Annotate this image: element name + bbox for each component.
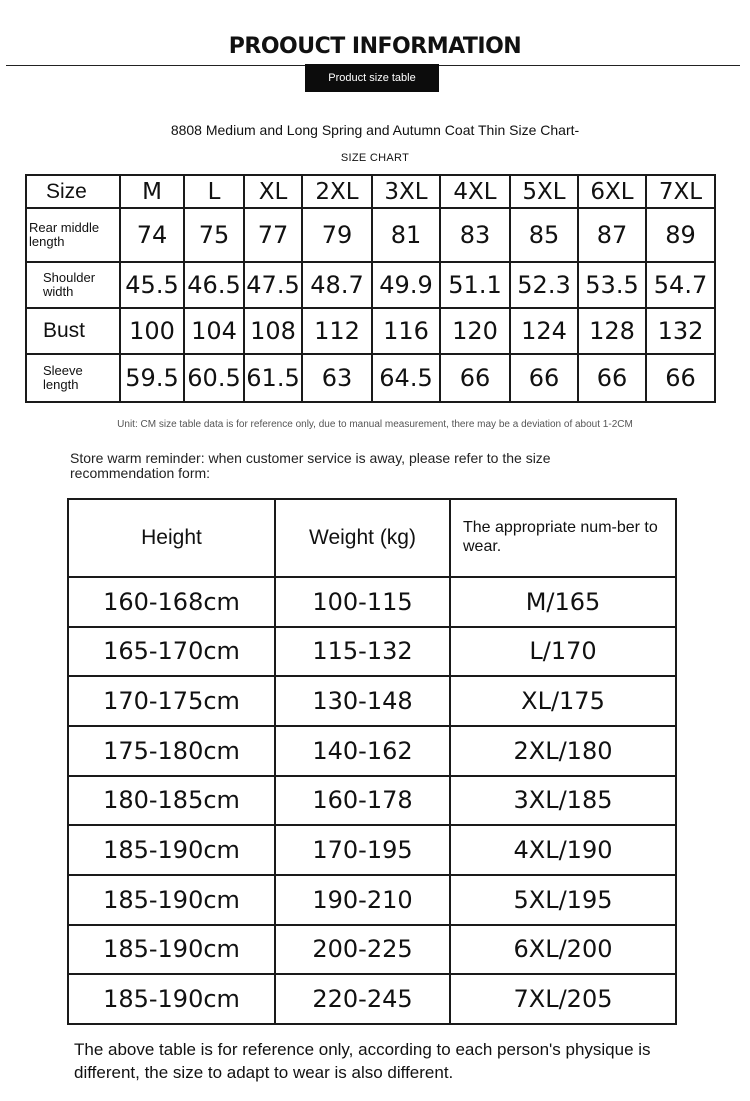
height-cell: 180-185cm bbox=[68, 776, 275, 826]
size-cell: 112 bbox=[302, 308, 372, 354]
weight-cell: 130-148 bbox=[275, 676, 450, 726]
size-cell: 81 bbox=[372, 208, 440, 262]
recommendation-row bbox=[68, 627, 676, 677]
height-cell: 165-170cm bbox=[68, 627, 275, 677]
size-row bbox=[26, 262, 715, 308]
size-header-cell: 5XL bbox=[510, 175, 578, 208]
size-cell: 120 bbox=[440, 308, 510, 354]
size-header-cell: 2XL bbox=[302, 175, 372, 208]
height-header: Height bbox=[68, 499, 275, 577]
weight-cell: 115-132 bbox=[275, 627, 450, 677]
size-corner-label: Size bbox=[26, 175, 120, 208]
footer-disclaimer: The above table is for reference only, according to each person's physique is different, the size to adapt to wear is also different. bbox=[74, 1040, 651, 1082]
page-title: PROOUCT INFORMATION bbox=[228, 34, 522, 59]
height-cell: 185-190cm bbox=[68, 875, 275, 925]
size-header-row bbox=[26, 175, 715, 208]
weight-cell: 190-210 bbox=[275, 875, 450, 925]
size-cell: 47.5 bbox=[244, 262, 302, 308]
size-cell: 66 bbox=[646, 354, 715, 402]
size-cell: 83 bbox=[440, 208, 510, 262]
size-row-label: Sleeve length bbox=[26, 354, 120, 402]
size-row bbox=[26, 308, 715, 354]
size-cell: 49.9 bbox=[372, 262, 440, 308]
size-cell: 48.7 bbox=[302, 262, 372, 308]
recommended-size-cell: 2XL/180 bbox=[450, 726, 676, 776]
size-header-cell: L bbox=[184, 175, 244, 208]
size-chart-title: 8808 Medium and Long Spring and Autumn Coat Thin Size Chart- bbox=[170, 122, 580, 138]
measurement-note: Unit: CM size table data is for reference only, due to manual measurement, there may be a deviation of about 1-2CM bbox=[117, 419, 633, 430]
recommended-size-cell: M/165 bbox=[450, 577, 676, 627]
size-row-label: Bust bbox=[26, 308, 120, 354]
weight-cell: 100-115 bbox=[275, 577, 450, 627]
recommended-size-header: The appropriate num-ber to wear. bbox=[450, 499, 676, 577]
size-cell: 87 bbox=[578, 208, 646, 262]
recommendation-row bbox=[68, 776, 676, 826]
size-cell: 51.1 bbox=[440, 262, 510, 308]
size-cell: 66 bbox=[578, 354, 646, 402]
recommendation-row bbox=[68, 577, 676, 627]
size-header-cell: XL bbox=[244, 175, 302, 208]
size-cell: 66 bbox=[510, 354, 578, 402]
weight-cell: 160-178 bbox=[275, 776, 450, 826]
size-header-cell: M bbox=[120, 175, 184, 208]
size-cell: 100 bbox=[120, 308, 184, 354]
height-cell: 175-180cm bbox=[68, 726, 275, 776]
size-cell: 104 bbox=[184, 308, 244, 354]
size-cell: 63 bbox=[302, 354, 372, 402]
size-chart-table bbox=[25, 174, 716, 403]
size-cell: 79 bbox=[302, 208, 372, 262]
size-cell: 61.5 bbox=[244, 354, 302, 402]
recommendation-row bbox=[68, 974, 676, 1024]
size-cell: 75 bbox=[184, 208, 244, 262]
size-cell: 132 bbox=[646, 308, 715, 354]
size-cell: 64.5 bbox=[372, 354, 440, 402]
size-header-cell: 4XL bbox=[440, 175, 510, 208]
recommended-size-cell: 4XL/190 bbox=[450, 825, 676, 875]
recommended-size-cell: 7XL/205 bbox=[450, 974, 676, 1024]
size-cell: 54.7 bbox=[646, 262, 715, 308]
size-cell: 77 bbox=[244, 208, 302, 262]
weight-cell: 140-162 bbox=[275, 726, 450, 776]
size-cell: 46.5 bbox=[184, 262, 244, 308]
recommended-size-cell: 6XL/200 bbox=[450, 925, 676, 975]
size-cell: 124 bbox=[510, 308, 578, 354]
size-table-tab: Product size table bbox=[305, 64, 439, 92]
size-cell: 52.3 bbox=[510, 262, 578, 308]
weight-cell: 170-195 bbox=[275, 825, 450, 875]
size-recommendation-table bbox=[67, 498, 677, 1025]
size-cell: 116 bbox=[372, 308, 440, 354]
size-cell: 128 bbox=[578, 308, 646, 354]
recommended-size-cell: 3XL/185 bbox=[450, 776, 676, 826]
size-cell: 45.5 bbox=[120, 262, 184, 308]
size-cell: 66 bbox=[440, 354, 510, 402]
size-chart-subtitle: SIZE CHART bbox=[340, 152, 410, 164]
size-row-label: Shoulder width bbox=[26, 262, 120, 308]
size-row bbox=[26, 208, 715, 262]
height-cell: 185-190cm bbox=[68, 925, 275, 975]
size-cell: 53.5 bbox=[578, 262, 646, 308]
recommendation-row bbox=[68, 825, 676, 875]
recommendation-header-row bbox=[68, 499, 676, 577]
size-header-cell: 3XL bbox=[372, 175, 440, 208]
height-cell: 170-175cm bbox=[68, 676, 275, 726]
weight-cell: 200-225 bbox=[275, 925, 450, 975]
weight-header: Weight (kg) bbox=[275, 499, 450, 577]
size-cell: 60.5 bbox=[184, 354, 244, 402]
recommendation-row bbox=[68, 676, 676, 726]
recommended-size-cell: 5XL/195 bbox=[450, 875, 676, 925]
recommended-size-cell: XL/175 bbox=[450, 676, 676, 726]
height-cell: 185-190cm bbox=[68, 974, 275, 1024]
size-cell: 89 bbox=[646, 208, 715, 262]
recommendation-row bbox=[68, 925, 676, 975]
size-cell: 108 bbox=[244, 308, 302, 354]
size-row bbox=[26, 354, 715, 402]
weight-cell: 220-245 bbox=[275, 974, 450, 1024]
recommendation-row bbox=[68, 875, 676, 925]
recommendation-row bbox=[68, 726, 676, 776]
size-row-label: Rear middle length bbox=[26, 208, 120, 262]
store-reminder: Store warm reminder: when customer service is away, please refer to the size recommendation form: bbox=[70, 450, 551, 481]
size-header-cell: 7XL bbox=[646, 175, 715, 208]
size-cell: 85 bbox=[510, 208, 578, 262]
height-cell: 185-190cm bbox=[68, 825, 275, 875]
size-header-cell: 6XL bbox=[578, 175, 646, 208]
height-cell: 160-168cm bbox=[68, 577, 275, 627]
recommended-size-cell: L/170 bbox=[450, 627, 676, 677]
size-cell: 74 bbox=[120, 208, 184, 262]
size-cell: 59.5 bbox=[120, 354, 184, 402]
